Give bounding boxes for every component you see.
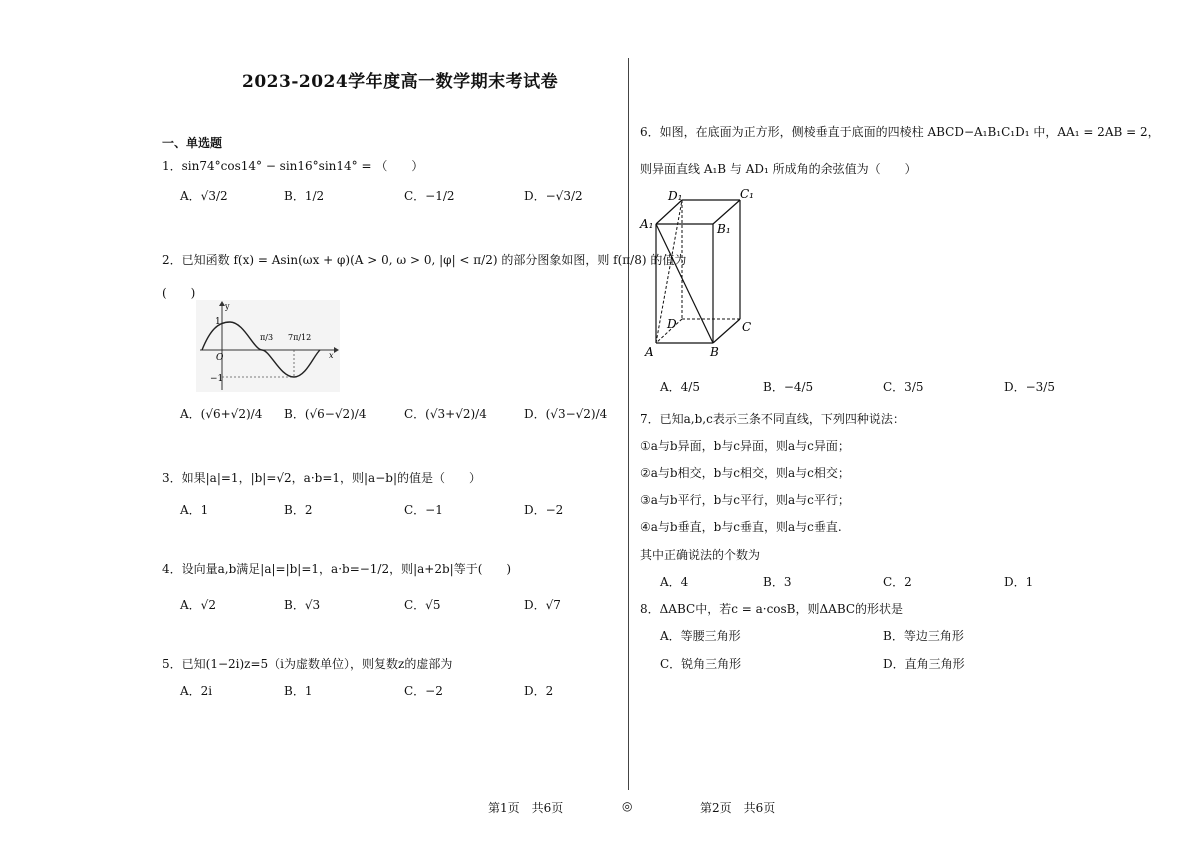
q7-option-b: B．3 <box>763 575 792 589</box>
label-c: C <box>742 320 752 334</box>
q4-option-c: C．√5 <box>404 598 441 612</box>
q6-option-b: B．−4/5 <box>763 380 814 394</box>
q2-option-a: A．(√6+√2)/4 <box>180 407 263 421</box>
label-a1: A₁ <box>640 217 654 231</box>
column-divider <box>628 58 629 790</box>
q1-option-d: D．−√3/2 <box>524 189 583 203</box>
y-tick-1: 1 <box>215 317 221 327</box>
prism-figure <box>638 188 758 360</box>
q1-option-a: A．√3/2 <box>180 189 228 203</box>
x-tick-pi-3: π/3 <box>260 333 274 342</box>
segment-a1b <box>656 224 713 343</box>
q5-option-a: A．2i <box>180 684 213 698</box>
question-2-paren: ( ) <box>162 286 196 300</box>
q7-question: 其中正确说法的个数为 <box>640 548 761 562</box>
q8-option-b: B．等边三角形 <box>883 629 964 643</box>
label-a: A <box>645 345 654 359</box>
page-title: 2023-2024学年度高一数学期末考试卷 <box>242 72 559 92</box>
x-tick-7pi-12: 7π/12 <box>288 333 312 342</box>
q1-option-b: B．1/2 <box>284 189 325 203</box>
q3-option-d: D．−2 <box>524 503 564 517</box>
q4-option-a: A．√2 <box>180 598 216 612</box>
question-7-stem: 7．已知a,b,c表示三条不同直线，下列四种说法： <box>640 412 905 426</box>
q2-option-d: D．(√3−√2)/4 <box>524 407 608 421</box>
footer-center-mark: ◎ <box>622 799 633 813</box>
y-axis-label: y <box>225 302 230 311</box>
label-c1: C₁ <box>740 188 754 201</box>
q7-statement-2: ②a与b相交，b与c相交，则a与c相交； <box>640 466 850 480</box>
edge-bc <box>713 319 740 343</box>
origin-label: O <box>216 353 224 363</box>
q1-option-c: C．−1/2 <box>404 189 455 203</box>
q7-option-c: C．2 <box>883 575 912 589</box>
label-d: D <box>667 317 677 331</box>
q8-option-d: D．直角三角形 <box>883 657 965 671</box>
q6-option-d: D．−3/5 <box>1004 380 1055 394</box>
footer-page-left: 第1页 共6页 <box>488 801 564 815</box>
q3-option-c: C．−1 <box>404 503 443 517</box>
edge-d1a1 <box>656 200 682 224</box>
q3-option-b: B．2 <box>284 503 313 517</box>
question-4-stem: 4．设向量a,b满足|a|=|b|=1，a·b=−1/2，则|a+2b|等于( ) <box>162 562 512 576</box>
q5-option-d: D．2 <box>524 684 554 698</box>
q7-statement-4: ④a与b垂直，b与c垂直，则a与c垂直. <box>640 520 842 534</box>
question-1-stem: 1．sin74°cos14° − sin16°sin14° = （ ） <box>162 159 424 173</box>
label-b: B <box>710 345 719 359</box>
q8-option-c: C．锐角三角形 <box>660 657 742 671</box>
label-d1: D₁ <box>668 189 683 203</box>
q7-option-d: D．1 <box>1004 575 1034 589</box>
question-6-stem-line1: 6．如图，在底面为正方形，侧棱垂直于底面的四棱柱 ABCD−A₁B₁C₁D₁ 中，AA₁ = 2AB = 2， <box>640 125 1160 139</box>
q5-option-c: C．−2 <box>404 684 443 698</box>
q2-option-c: C．(√3+√2)/4 <box>404 407 487 421</box>
question-3-stem: 3．如果|a|=1，|b|=√2，a·b=1，则|a−b|的值是（ ） <box>162 471 481 485</box>
q4-option-d: D．√7 <box>524 598 561 612</box>
q5-option-b: B．1 <box>284 684 313 698</box>
sine-graph-figure <box>196 300 340 392</box>
q6-option-c: C．3/5 <box>883 380 924 394</box>
question-5-stem: 5．已知(1−2i)z=5（i为虚数单位），则复数z的虚部为 <box>162 657 453 671</box>
question-6-stem-line2: 则异面直线 A₁B 与 AD₁ 所成角的余弦值为（ ） <box>640 162 917 176</box>
edge-b1c1 <box>713 200 740 224</box>
q6-option-a: A．4/5 <box>660 380 700 394</box>
y-tick-neg1: −1 <box>210 374 224 384</box>
x-axis-label: x <box>329 351 334 360</box>
q7-statement-1: ①a与b异面，b与c异面，则a与c异面； <box>640 439 850 453</box>
section-heading: 一、单选题 <box>162 136 223 150</box>
q7-statement-3: ③a与b平行，b与c平行，则a与c平行； <box>640 493 850 507</box>
q2-option-b: B．(√6−√2)/4 <box>284 407 367 421</box>
q3-option-a: A．1 <box>180 503 209 517</box>
q8-option-a: A．等腰三角形 <box>660 629 741 643</box>
q7-option-a: A．4 <box>660 575 689 589</box>
label-b1: B₁ <box>717 222 731 236</box>
q4-option-b: B．√3 <box>284 598 321 612</box>
question-8-stem: 8．ΔABC中，若c = a·cosB，则ΔABC的形状是 <box>640 602 904 616</box>
question-2-stem: 2．已知函数 f(x) = Asin(ωx + φ)(A > 0, ω > 0, |φ| < π/2) 的部分图象如图，则 f(π/8) 的值为 <box>162 253 687 267</box>
footer-page-right: 第2页 共6页 <box>700 801 776 815</box>
